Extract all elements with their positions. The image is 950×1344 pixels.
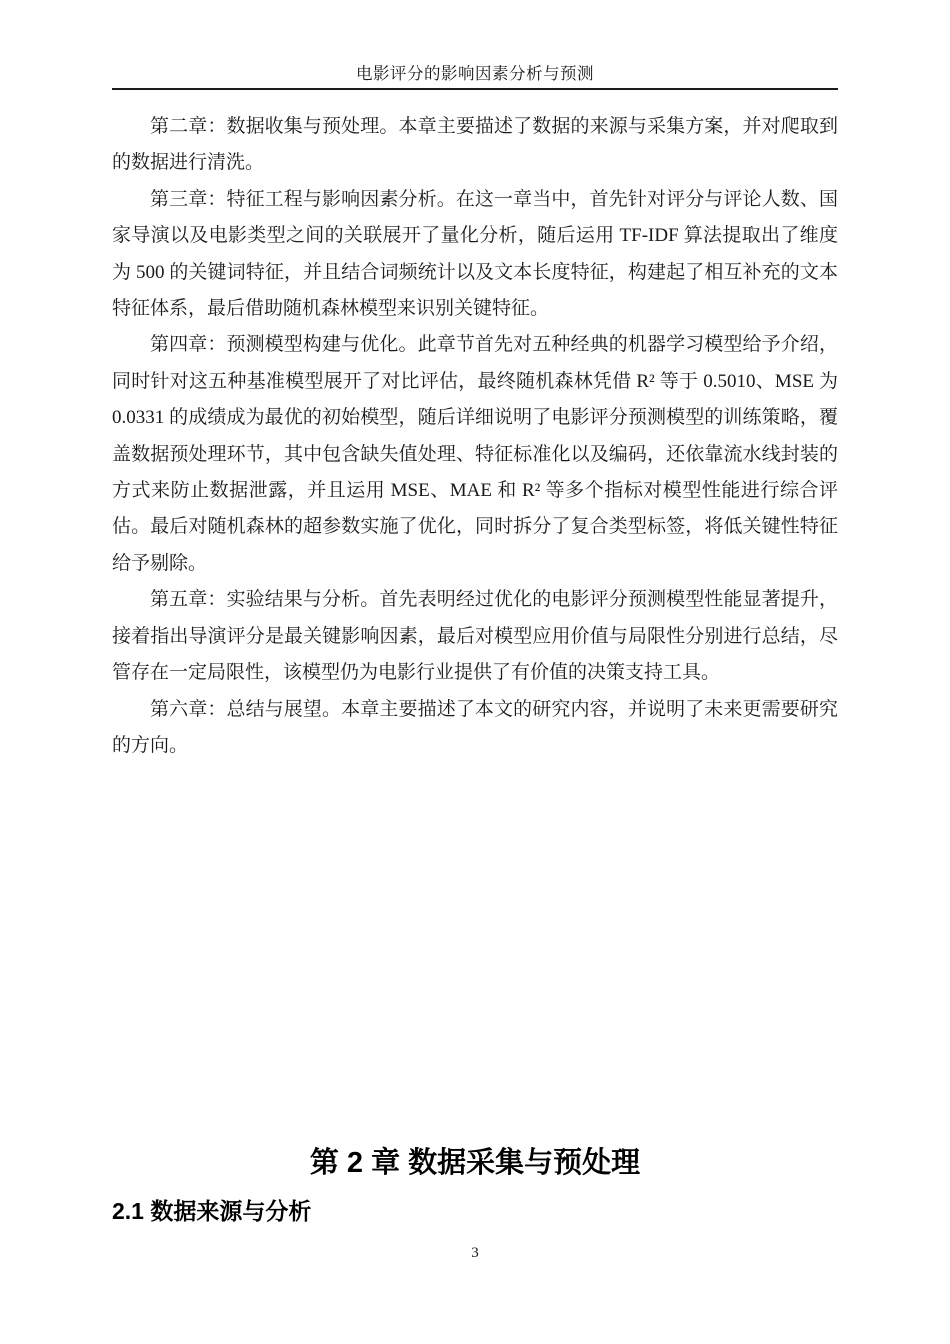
running-header-title: 电影评分的影响因素分析与预测 xyxy=(356,64,594,83)
paragraph-chapter4-summary: 第四章：预测模型构建与优化。此章节首先对五种经典的机器学习模型给予介绍，同时针对这五种基准模型展开了对比评估，最终随机森林凭借 R² 等于 0.5010、MSE 为 0.0331 的成绩成为最优的初始模型，随后详细说明了电影评分预测模型的训练策略，覆盖数据预处理环节，其中包含缺失值处理、特征标准化以及编码，还依靠流水线封装的方式来防止数据泄露，并且运用 MSE、MAE 和 R² 等多个指标对模型性能进行综合评估。最后对随机森林的超参数实施了优化，同时拆分了复合类型标签，将低关键性特征给予剔除。 xyxy=(112,334,838,574)
running-header xyxy=(112,63,838,90)
paragraph-chapter3-summary: 第三章：特征工程与影响因素分析。在这一章当中，首先针对评分与评论人数、国家导演以及电影类型之间的关联展开了量化分析，随后运用 TF-IDF 算法提取出了维度为 500 的关键词特征，并且结合词频统计以及文本长度特征，构建起了相互补充的文本特征体系，最后借助随机森林模型来识别关键特征。 xyxy=(112,188,838,320)
paragraph-chapter5-summary: 第五章：实验结果与分析。首先表明经过优化的电影评分预测模型性能显著提升，接着指出导演评分是最关键影响因素，最后对模型应用价值与局限性分别进行总结，尽管存在一定局限性，该模型仍为电影行业提供了有价值的决策支持工具。 xyxy=(112,589,838,684)
page-number: 3 xyxy=(471,1245,479,1261)
paragraph-chapter6-summary: 第六章：总结与展望。本章主要描述了本文的研究内容，并说明了未来更需要研究的方向。 xyxy=(112,698,838,756)
body-text xyxy=(112,109,838,764)
chapter-heading: 第 2 章 数据采集与预处理 xyxy=(309,1147,641,1180)
paragraph-chapter2-summary: 第二章：数据收集与预处理。本章主要描述了数据的来源与采集方案，并对爬取到的数据进行清洗。 xyxy=(112,116,838,174)
section-heading: 2.1 数据来源与分析 xyxy=(112,1198,312,1225)
